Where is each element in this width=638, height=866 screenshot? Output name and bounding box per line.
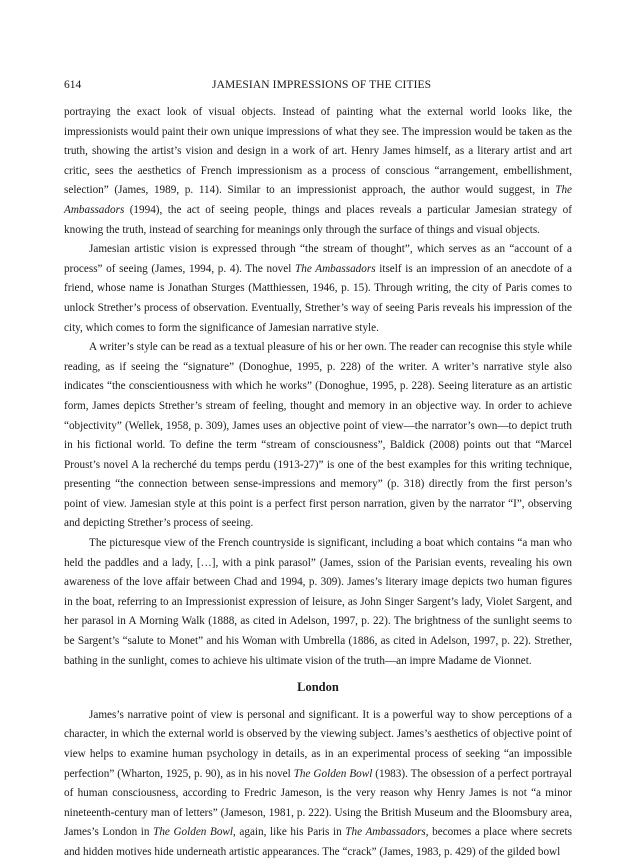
paragraph: [64, 534, 572, 671]
italic-title: The Ambassadors: [64, 184, 572, 216]
text-run: itself is an impression of an anecdote of a friend, whose name is Jonathan Sturges (Matthiessen, 1946, p. 15). Through writing, the city of Paris comes to unlock Strether’s process of observation. Eventually, Strether’s way of seeing Paris reveals his impression of the city, which comes to form the significance of Jamesian narrative style.: [64, 262, 572, 334]
text-run: Jamesian artistic vision is expressed through “the stream of thought”, which serves as an “account of a process” of seeing (James, 1994, p. 4). The novel: [64, 243, 572, 275]
paragraph: [64, 103, 572, 240]
paragraph: [64, 338, 572, 534]
italic-title: The Golden Bowl: [293, 767, 373, 780]
text-run: , again, like his Paris in: [233, 826, 346, 839]
text-run: James’s narrative point of view is personal and significant. It is a powerful way to show perceptions of a character, in which the external world is observed by the viewing subject. James’s aesthetics of objective point of view helps to examine human psychology in details, as in an experimental process of seeking “an impossible perfection” (Wharton, 1925, p. 90), as in his novel: [64, 708, 572, 780]
italic-title: The Ambassadors: [295, 262, 376, 275]
paragraphs-before-heading: [64, 103, 572, 671]
text-run: The picturesque view of the French countryside is significant, including a boat which contains “a man who held the paddles and a lady, […], with a pink parasol” (James, ssion of the Parisian events, revealing his own awareness of the love affair between Chad and 1994, p. 309). James’s literary image depicts two human figures in the boat, referring to an Impressionist expression of leisure, as John Singer Sargent’s lady, Violet Sargent, and her parasol in A Morning Walk (1888, as cited in Adelson, 1997, p. 22). The brightness of the sunlight seems to be Sargent’s “salute to Monet” and his Woman with Umbrella (1886, as cited in Adelson, 1997, p. 22). Strether, bathing in the sunlight, comes to achieve his ultimate vision of the truth—an impre Madame de Vionnet.: [64, 537, 572, 667]
text-run: (1983). The obsession of a perfect portrayal of human consciousness, according to Fredric Jameson, is the very reason why Henry James is not “a minor nineteenth-century man of letters” (Jameson, 1981, p. 222). Using the British Museum and the Bloomsbury area, James’s London in: [64, 767, 572, 839]
text-run: (1994), the act of seeing people, things and places reveals a particular Jamesian strategy of knowing the truth, instead of searching for meanings only through the surface of things and visual objects.: [64, 203, 572, 236]
text-run: A writer’s style can be read as a textual pleasure of his or her own. The reader can recognise this style while reading, as if seeing the “signature” (Donoghue, 1995, p. 228) of the writer. A writer’s narrative style also indicates “the conscientiousness with which he works” (Donoghue, 1995, p. 228). Seeing literature as an artistic form, James depicts Strether’s stream of feeling, thought and memory in an objective way. In order to achieve “objectivity” (Wellek, 1958, p. 309), James uses an objective point of view—the narrator’s own—to depict truth in his fictional world. To define the term “stream of consciousness”, Baldick (2008) points out that “Marcel Proust’s novel A la recherché du temps perdu (1913-27)” is one of the best examples for this writing technique, presenting “the connection between sense-impressions and memory” (p. 318) directly from the first person’s point of view. Jamesian style at this point is a perfect first person narration, given by the narrator “I”, observing and depicting Strether’s process of seeing.: [64, 341, 572, 530]
running-title: JAMESIAN IMPRESSIONS OF THE CITIES: [212, 79, 432, 91]
paragraphs-after-heading: [64, 706, 572, 863]
body-text: [64, 103, 572, 863]
paragraph: [64, 240, 572, 338]
italic-title: The Ambassadors: [345, 826, 426, 839]
page-number: 614: [64, 79, 82, 91]
italic-title: The Golden Bowl: [153, 826, 233, 839]
text-run: portraying the exact look of visual objects. Instead of painting what the external world looks like, the impressionists would paint their own unique impressions of what they see. The impression would be taken as the truth, showing the artist’s vision and design in a work of art. Henry James himself, as a literary artist and art critic, sees the aesthetics of French impressionism as a process of conscious “arrangement, embellishment, selection” (James, 1989, p. 114). Similar to an impressionist approach, the author would suggest, in: [64, 106, 572, 197]
page-header: [64, 76, 572, 94]
paragraph: [64, 706, 572, 863]
text-run: , becomes a place where secrets and hidden motives hide underneath artistic appearances. The “crack” (James, 1983, p. 429) of the gilded bowl: [64, 826, 572, 858]
section-heading: London: [297, 680, 339, 695]
